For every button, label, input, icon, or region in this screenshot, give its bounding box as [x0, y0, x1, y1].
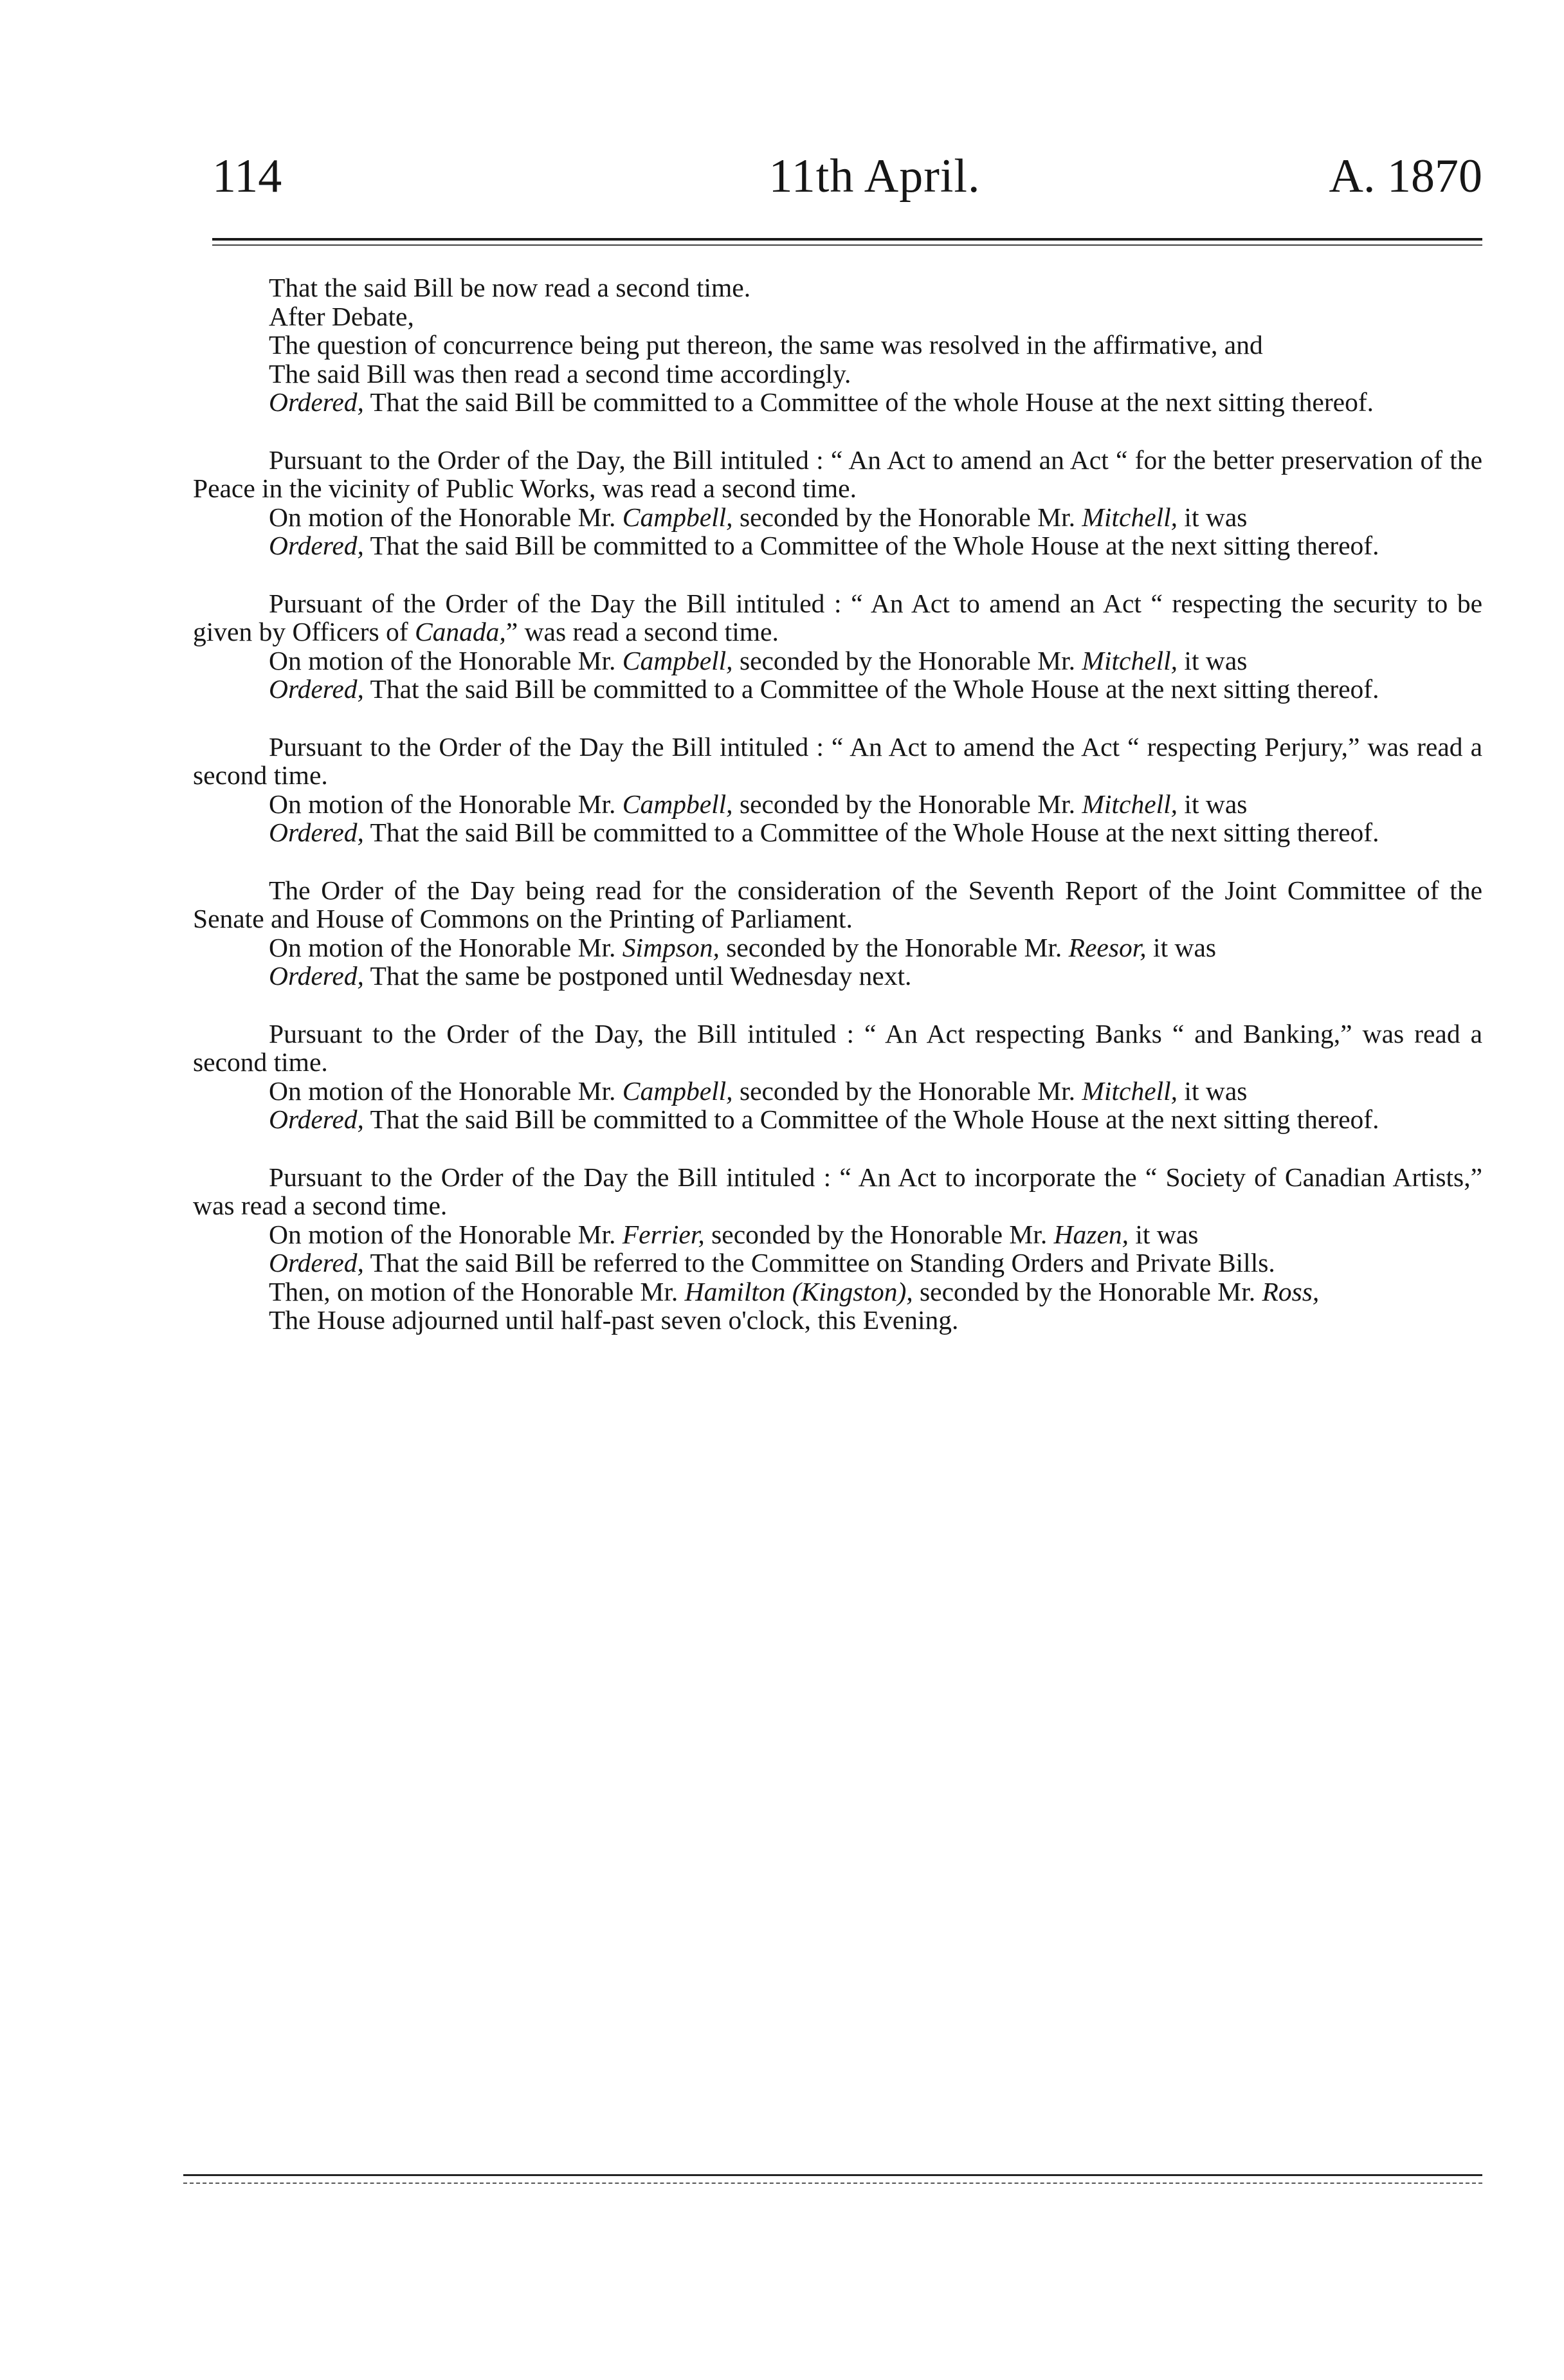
header-year: A. 1870: [1329, 150, 1482, 203]
paragraph: Pursuant to the Order of the Day the Bill intituled : “ An Act to amend the Act “ respecting Perjury,” was read a second time.: [193, 731, 1482, 790]
paragraph: Pursuant to the Order of the Day the Bill intituled : “ An Act to incorporate the “ Society of Canadian Artists,” was read a second time.: [193, 1162, 1482, 1220]
paragraph: Pursuant to the Order of the Day, the Bill intituled : “ An Act respecting Banks “ and Banking,” was read a second time.: [193, 1018, 1482, 1077]
paragraph: Ordered, That the said Bill be committed to a Committee of the Whole House at the next sitting thereof.: [269, 818, 1379, 847]
paragraph: Pursuant to the Order of the Day, the Bill intituled : “ An Act to amend an Act “ for the better preservation of the Peace in the vicinity of Public Works, was read a second time.: [193, 444, 1482, 503]
page-header: [212, 149, 1482, 226]
paragraph: After Debate,: [269, 301, 414, 331]
paragraph: On motion of the Honorable Mr. Campbell, seconded by the Honorable Mr. Mitchell, it was: [269, 1076, 1248, 1106]
paragraph: Then, on motion of the Honorable Mr. Hamilton (Kingston), seconded by the Honorable Mr. Ross,: [269, 1276, 1320, 1306]
paragraph: That the said Bill be now read a second time.: [269, 273, 751, 302]
paragraph: The Order of the Day being read for the consideration of the Seventh Report of the Joint Committee of the Senate and House of Commons on the Printing of Parliament.: [193, 875, 1482, 933]
header-date: 11th April.: [768, 150, 981, 203]
paragraph: Ordered, That the same be postponed until Wednesday next.: [269, 961, 912, 991]
paragraph: On motion of the Honorable Mr. Campbell, seconded by the Honorable Mr. Mitchell, it was: [269, 502, 1248, 532]
paragraph: On motion of the Honorable Mr. Campbell, seconded by the Honorable Mr. Mitchell, it was: [269, 645, 1248, 675]
paragraph: Ordered, That the said Bill be committed to a Committee of the whole House at the next sitting thereof.: [269, 387, 1374, 417]
paragraph: On motion of the Honorable Mr. Ferrier, seconded by the Honorable Mr. Hazen, it was: [269, 1219, 1199, 1249]
page-number: 114: [212, 150, 282, 203]
paragraph: The House adjourned until half-past seven o'clock, this Evening.: [269, 1305, 959, 1335]
paragraph: Ordered, That the said Bill be committed to a Committee of the Whole House at the next sitting thereof.: [269, 1104, 1379, 1134]
paragraph: Ordered, That the said Bill be committed to a Committee of the Whole House at the next sitting thereof.: [269, 531, 1379, 560]
paragraph: The question of concurrence being put thereon, the same was resolved in the affirmative, and: [269, 330, 1263, 360]
paragraph: Ordered, That the said Bill be committed to a Committee of the Whole House at the next sitting thereof.: [269, 674, 1379, 704]
paragraph: On motion of the Honorable Mr. Campbell, seconded by the Honorable Mr. Mitchell, it was: [269, 789, 1248, 819]
paragraph: The said Bill was then read a second time accordingly.: [269, 358, 851, 389]
journal-body: [193, 273, 1482, 1335]
paragraph: On motion of the Honorable Mr. Simpson, seconded by the Honorable Mr. Reesor, it was: [269, 932, 1217, 962]
header-rule: [212, 238, 1482, 246]
paragraph: Pursuant of the Order of the Day the Bill intituled : “ An Act to amend an Act “ respecting the security to be given by Officers of Canada,” was read a second time.: [193, 588, 1482, 646]
paragraph: Ordered, That the said Bill be referred to the Committee on Standing Orders and Private Bills.: [269, 1248, 1275, 1277]
footer-rule: [183, 2174, 1482, 2184]
